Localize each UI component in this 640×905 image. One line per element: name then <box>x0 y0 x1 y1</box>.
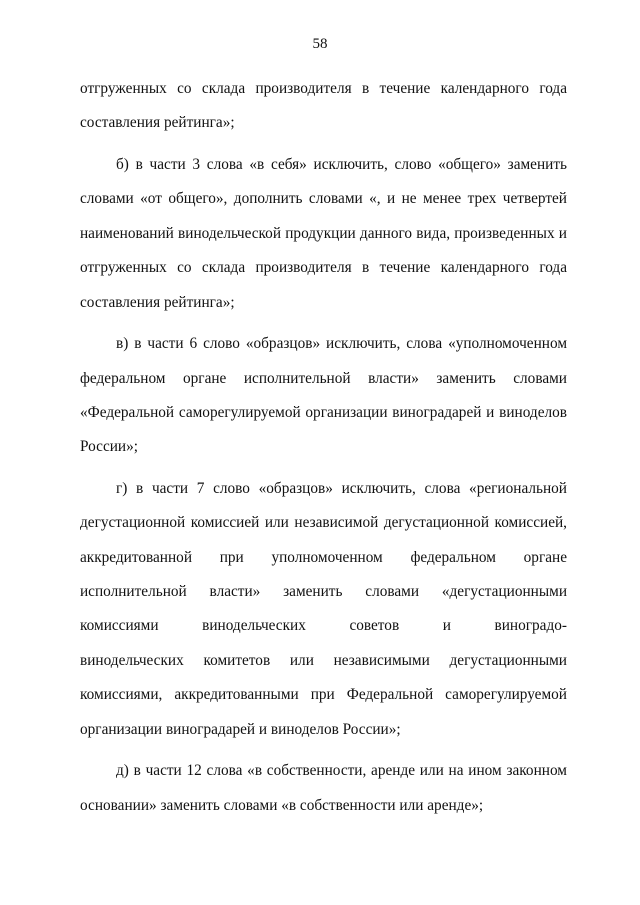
text-line: словами «от общего», дополнить словами «, и не менее трех четвертей <box>80 190 567 208</box>
paragraph-item-g <box>80 472 567 747</box>
text-line: аккредитованной при уполномоченном федеральном органе <box>80 548 567 566</box>
paragraph-item-b <box>80 148 567 320</box>
text-line: б) в части 3 слова «в себя» исключить, слово «общего» заменить <box>116 155 567 173</box>
text-line: д) в части 12 слова «в собственности, аренде или на ином законном <box>116 762 567 780</box>
text-line: России»; <box>80 438 139 456</box>
text-line: в) в части 6 слово «образцов» исключить, слова «уполномоченном <box>116 335 567 353</box>
text-line: комиссиями винодельческих советов и виноградо- <box>80 617 567 635</box>
text-line: основании» заменить словами «в собственности или аренде»; <box>80 796 484 814</box>
text-line: исполнительной власти» заменить словами «дегустационными <box>80 583 567 601</box>
text-line: винодельческих комитетов или независимыми дегустационными <box>80 651 567 669</box>
text-line: дегустационной комиссией или независимой дегустационной комиссией, <box>80 514 567 532</box>
paragraph-item-v <box>80 327 567 465</box>
text-line: отгруженных со склада производителя в течение календарного года <box>80 259 567 277</box>
page-number: 58 <box>312 36 328 52</box>
text-line: федеральном органе исполнительной власти» заменить словами <box>80 369 567 387</box>
text-line: составления рейтинга»; <box>80 293 235 311</box>
text-line: г) в части 7 слово «образцов» исключить, слова «региональной <box>116 479 567 497</box>
text-line: организации виноградарей и виноделов России»; <box>80 720 401 738</box>
text-line: отгруженных со склада производителя в течение календарного года <box>80 80 567 97</box>
text-line: «Федеральной саморегулируемой организации виноградарей и виноделов <box>80 403 567 421</box>
document-body <box>80 72 567 823</box>
text-line: комиссиями, аккредитованными при Федеральной саморегулируемой <box>80 686 567 704</box>
paragraph-continuation <box>80 72 567 141</box>
text-line: наименований винодельческой продукции данного вида, произведенных и <box>80 224 567 242</box>
text-line: составления рейтинга»; <box>80 114 235 132</box>
paragraph-item-d <box>80 754 567 823</box>
